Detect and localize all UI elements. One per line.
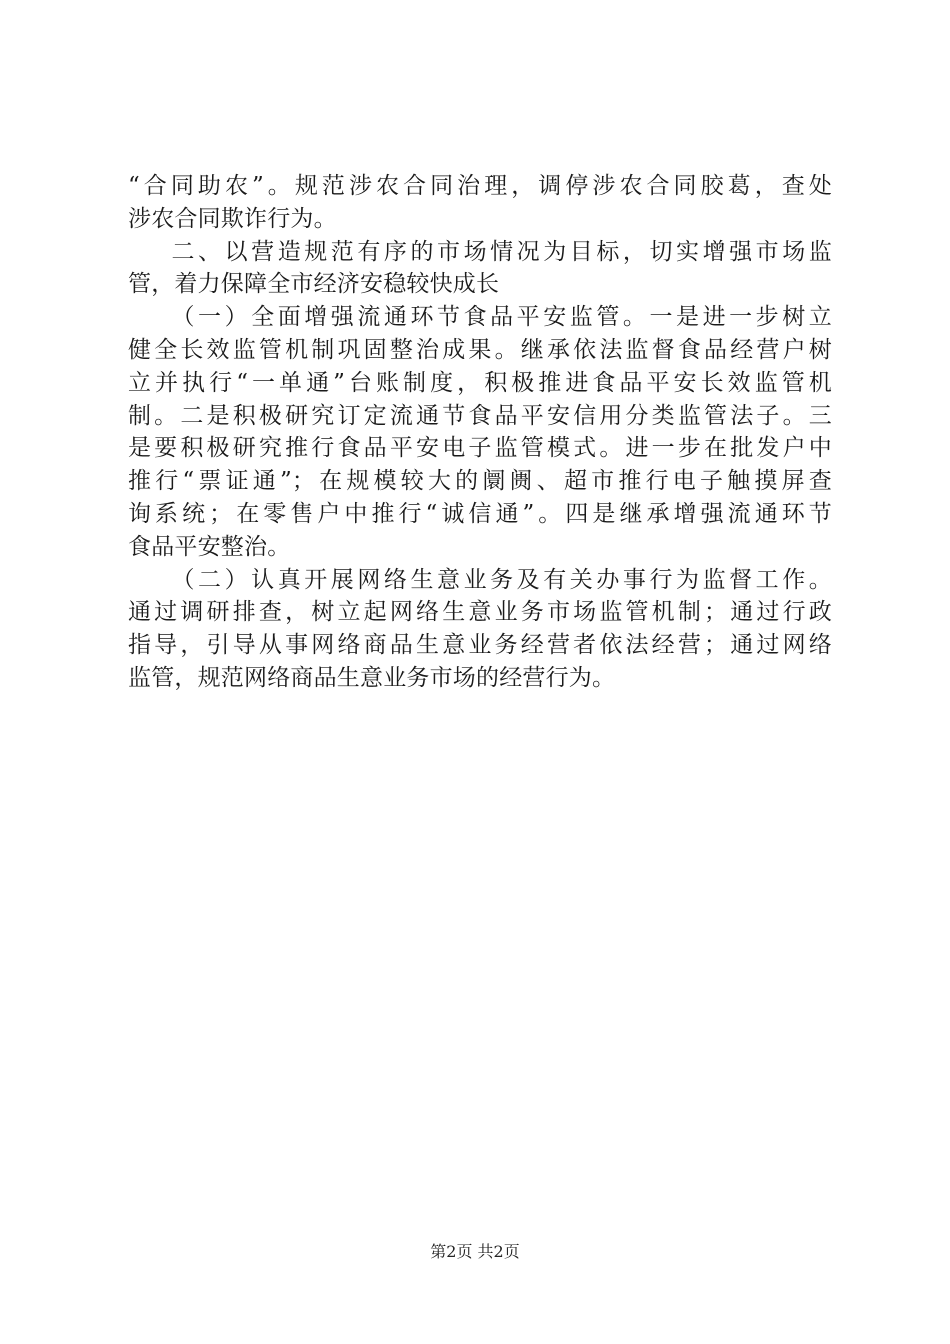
text-line: 监管，规范网络商品生意业务市场的经营行为。 <box>128 664 616 691</box>
text-line: 立并执行“一单通”台账制度，积极推进食品平安长效监管机 <box>128 369 832 396</box>
text-line: 询系统；在零售户中推行“诚信通”。四是继承增强流通环节 <box>128 500 832 527</box>
text-line: 管，着力保障全市经济安稳较快成长 <box>128 271 500 298</box>
page-number-footer: 第2页 共2页 <box>430 1242 520 1261</box>
text-line: 二、以营造规范有序的市场情况为目标，切实增强市场监 <box>128 238 832 265</box>
text-line: （一）全面增强流通环节食品平安监管。一是进一步树立 <box>128 304 832 331</box>
text-line: 健全长效监管机制巩固整治成果。继承依法监督食品经营户树 <box>128 336 832 363</box>
text-line: （二）认真开展网络生意业务及有关办事行为监督工作。 <box>128 566 832 593</box>
text-line: 推行“票证通”；在规模较大的阛阓、超市推行电子触摸屏查 <box>128 468 832 495</box>
text-line: 食品平安整治。 <box>128 533 291 560</box>
body-text <box>128 170 832 695</box>
text-line: 通过调研排查，树立起网络生意业务市场监管机制；通过行政 <box>128 599 832 626</box>
text-line: “合同助农”。规范涉农合同治理，调停涉农合同胶葛，查处 <box>128 173 832 199</box>
text-line: 制。二是积极研究订定流通节食品平安信用分类监管法子。三 <box>128 402 832 429</box>
text-line: 是要积极研究推行食品平安电子监管模式。进一步在批发户中 <box>128 435 832 462</box>
text-line: 涉农合同欺诈行为。 <box>128 205 337 232</box>
text-line: 指导，引导从事网络商品生意业务经营者依法经营；通过网络 <box>128 632 832 659</box>
